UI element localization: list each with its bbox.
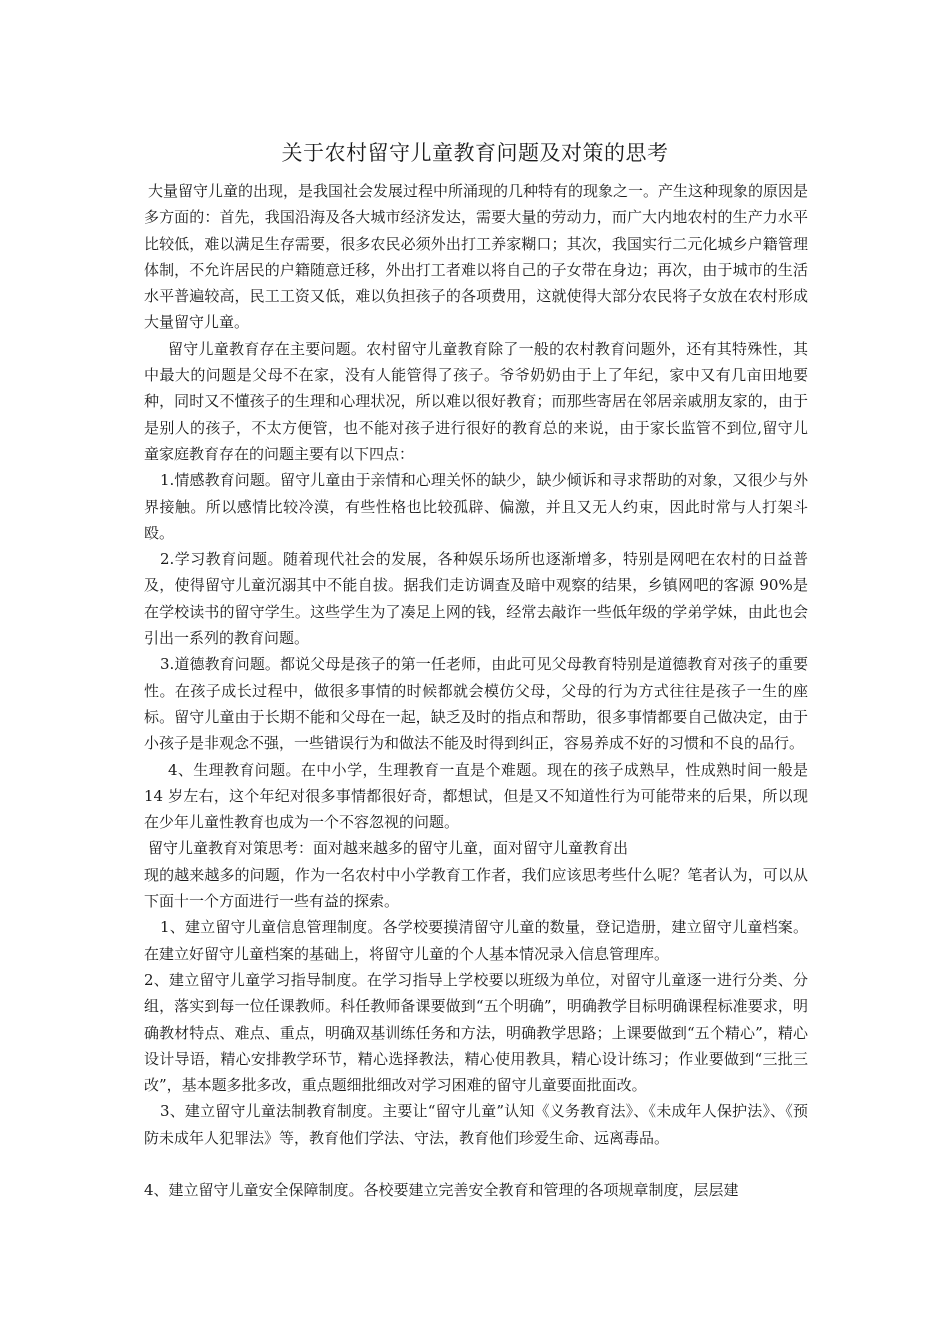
paragraph: 3.道德教育问题。都说父母是孩子的第一任老师，由此可见父母教育特别是道德教育对孩子的重要性。在孩子成长过程中，做很多事情的时候都就会模仿父母，父母的行为方式往往是孩子一生的座标。留守儿童由于长期不能和父母在一起，缺乏及时的指点和帮助，很多事情都要自己做决定，由于小孩子是非观念不强，一些错误行为和做法不能及时得到纠正，容易养成不好的习惯和不良的品行。 — [144, 655, 808, 753]
paragraph: 2.学习教育问题。随着现代社会的发展，各种娱乐场所也逐渐增多，特别是网吧在农村的日益普及，使得留守儿童沉溺其中不能自拔。据我们走访调查及暗中观察的结果，乡镇网吧的客源 90%是在学校读书的留守学生。这些学生为了凑足上网的钱，经常去敲诈一些低年级的学弟学妹，由此也会引出一系列的教育问题。 — [144, 550, 808, 648]
paragraph: 2、建立留守儿童学习指导制度。在学习指导上学校要以班级为单位，对留守儿童逐一进行分类、分组，落实到每一位任课教师。科任教师备课要做到“五个明确”，明确教学目标明确课程标准要求，明确教材特点、难点、重点，明确双基训练任务和方法，明确教学思路；上课要做到“五个精心”，精心设计导语，精心安排教学环节，精心选择教法，精心使用教具，精心设计练习；作业要做到“三批三改”，基本题多批多改，重点题细批细改对学习困难的留守儿童要面批面改。 — [144, 970, 808, 1095]
paragraph: 1、建立留守儿童信息管理制度。各学校要摸清留守儿童的数量，登记造册，建立留守儿童档案。在建立好留守儿童档案的基础上，将留守儿童的个人基本情况录入信息管理库。 — [144, 918, 808, 963]
paragraph: 3、建立留守儿童法制教育制度。主要让“留守儿童”认知《义务教育法》、《未成年人保护法》、《预防未成年人犯罪法》等，教育他们学法、守法，教育他们珍爱生命、远离毒品。 — [144, 1102, 808, 1147]
blank-line — [144, 1151, 808, 1177]
paragraph: 留守儿童教育存在主要问题。农村留守儿童教育除了一般的农村教育问题外，还有其特殊性，其中最大的问题是父母不在家，没有人能管得了孩子。爷爷奶奶由于上了年纪，家中又有几亩田地要种，同时又不懂孩子的生理和心理状况，所以难以很好教育；而那些寄居在邻居亲戚朋友家的，由于是别人的孩子，不太方便管，也不能对孩子进行很好的教育总的来说，由于家长监管不到位,留守儿童家庭教育存在的问题主要有以下四点： — [144, 339, 808, 463]
paragraph: 大量留守儿童的出现，是我国社会发展过程中所涌现的几种特有的现象之一。产生这种现象的原因是多方面的：首先，我国沿海及各大城市经济发达，需要大量的劳动力，而广大内地农村的生产力水平比较低，难以满足生存需要，很多农民必须外出打工养家糊口；其次，我国实行二元化城乡户籍管理体制，不允许居民的户籍随意迁移，外出打工者难以将自己的子女带在身边；再次，由于城市的生活水平普遍较高，民工工资又低，难以负担孩子的各项费用，这就使得大部分农民将子女放在农村形成大量留守儿童。 — [144, 182, 809, 332]
paragraph: 1.情感教育问题。留守儿童由于亲情和心理关怀的缺少，缺少倾诉和寻求帮助的对象，又很少与外界接触。所以感情比较冷漠，有些性格也比较孤辟、偏激，并且又无人约束，因此时常与人打架斗殴。 — [144, 471, 808, 542]
document-title: 关于农村留守儿童教育问题及对策的思考 — [281, 141, 669, 165]
paragraph: 留守儿童教育对策思考：面对越来越多的留守儿童，面对留守儿童教育出 — [148, 839, 629, 858]
document-body — [144, 178, 808, 1204]
paragraph: 4、生理教育问题。在中小学，生理教育一直是个难题。现在的孩子成熟早，性成熟时间一般是 14 岁左右，这个年纪对很多事情都很好奇，都想试，但是又不知道性行为可能带来的后果，所以现在少年儿童性教育也成为一个不容忽视的问题。 — [144, 760, 808, 832]
paragraph: 现的越来越多的问题，作为一名农村中小学教育工作者，我们应该思考些什么呢？笔者认为，可以从下面十一个方面进行一些有益的探索。 — [144, 865, 808, 911]
paragraph: 4、建立留守儿童安全保障制度。各校要建立完善安全教育和管理的各项规章制度，层层建 — [144, 1181, 739, 1200]
